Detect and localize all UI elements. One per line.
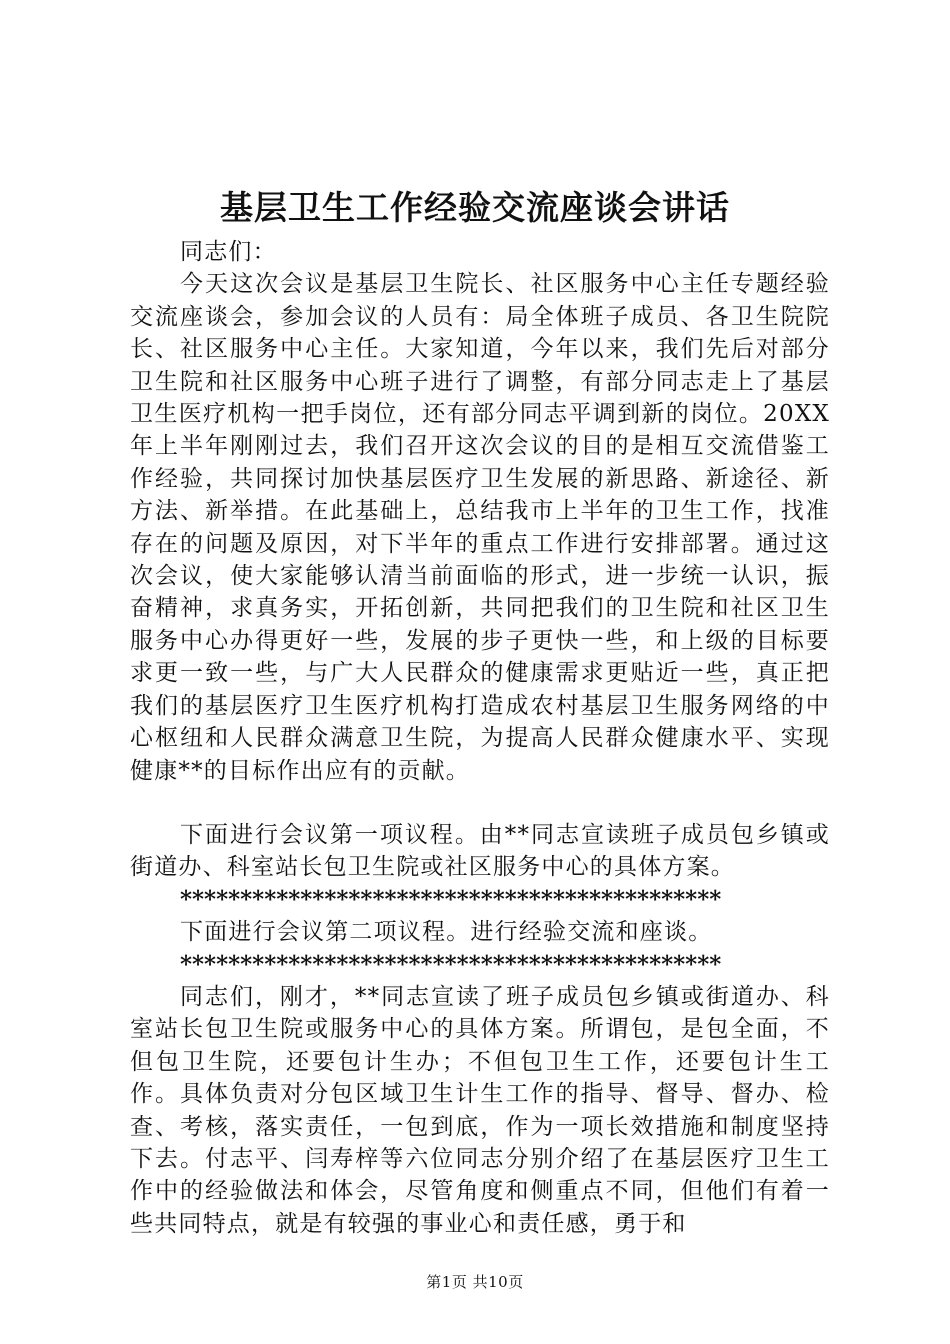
separator-stars: ********************************************* [180,885,722,913]
separator-stars: ********************************************* [180,950,722,978]
page-number-footer: 第1页 共10页 [426,1273,524,1291]
paragraph-summary: 同志们，刚才，**同志宣读了班子成员包乡镇或街道办、科室站长包卫生院或服务中心的具体方案。所谓包，是包全面，不但包卫生院，还要包计生办；不但包卫生工作，还要包计生工作。具体负责对分包区域卫生计生工作的指导、督导、督办、检查、考核，落实责任，一包到底，作为一项长效措施和制度坚持下去。付志平、闫寿梓等六位同志分别介绍了在基层医疗卫生工作中的经验做法和体会，尽管角度和侧重点不同，但他们有着一些共同特点，就是有较强的事业心和责任感，勇于和 [130,983,830,1237]
document-title: 基层卫生工作经验交流座谈会讲话 [220,188,730,227]
paragraph-agenda-one: 下面进行会议第一项议程。由**同志宣读班子成员包乡镇或街道办、科室站长包卫生院或社区服务中心的具体方案。 [130,821,830,881]
document-body [130,236,830,1240]
paragraph-opening: 今天这次会议是基层卫生院长、社区服务中心主任专题经验交流座谈会，参加会议的人员有：局全体班子成员、各卫生院院长、社区服务中心主任。大家知道，今年以来，我们先后对部分卫生院和社区服务中心班子进行了调整，有部分同志走上了基层卫生医疗机构一把手岗位，还有部分同志平调到新的岗位。20XX年上半年刚刚过去，我们召开这次会议的目的是相互交流借鉴工作经验，共同探讨加快基层医疗卫生发展的新思路、新途径、新方法、新举措。在此基础上，总结我市上半年的卫生工作，找准存在的问题及原因，对下半年的重点工作进行安排部署。通过这次会议，使大家能够认清当前面临的形式，进一步统一认识，振奋精神，求真务实，开拓创新，共同把我们的卫生院和社区卫生服务中心办得更好一些，发展的步子更快一些，和上级的目标要求更一致一些，与广大人民群众的健康需求更贴近一些，真正把我们的基层医疗卫生医疗机构打造成农村基层卫生服务网络的中心枢纽和人民群众满意卫生院，为提高人民群众健康水平、实现健康**的目标作出应有的贡献。 [130,271,830,784]
paragraph-agenda-two: 下面进行会议第二项议程。进行经验交流和座谈。 [180,919,713,946]
salutation: 同志们： [180,239,277,265]
